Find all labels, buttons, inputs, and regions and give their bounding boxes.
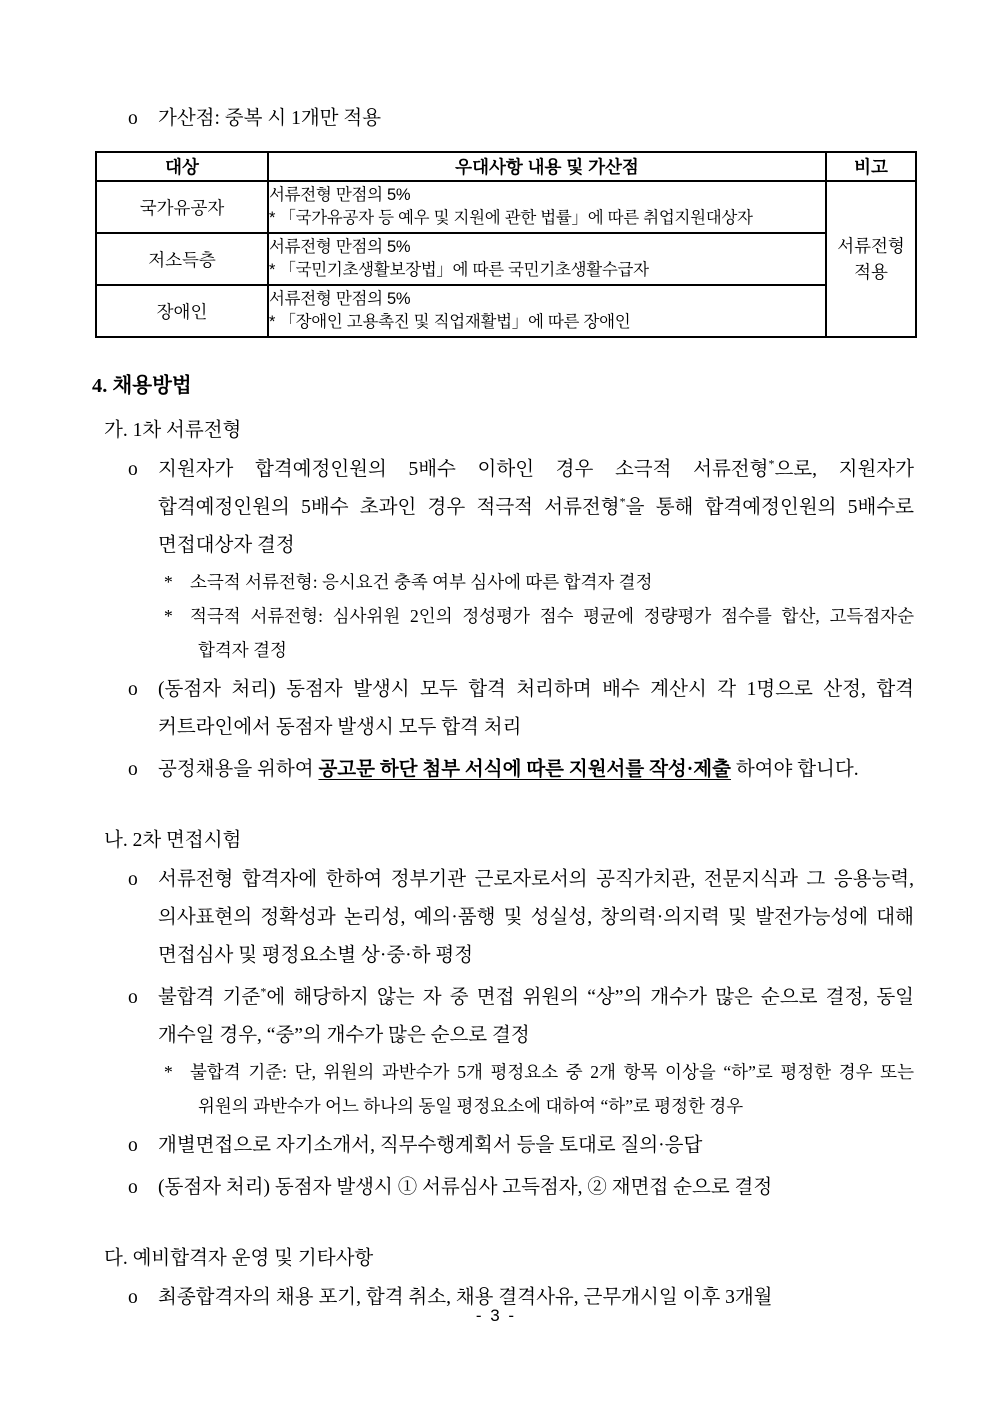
table-row <box>96 285 916 337</box>
footnote-item <box>164 565 914 599</box>
asterisk-superscript: * <box>619 494 626 509</box>
bullet-text: (동점자 처리) 동점자 발생시 ① 서류심사 고득점자, ② 재면접 순으로 결정 <box>158 1177 773 1198</box>
footnote-text: 적극적 서류전형: 심사위원 2인의 정성평가 점수 평균에 정량평가 점수를 합산, 고득점자순 합격자 결정 <box>190 606 914 660</box>
emphasized-underlined-text: 공고문 하단 첨부 서식에 따른 지원서를 작성·제출 <box>318 759 731 780</box>
row-content-line1: 서류전형 만점의 5% <box>269 290 411 308</box>
bullet-item <box>128 751 914 789</box>
footnote-item <box>164 1055 914 1123</box>
row-target: 국가유공자 <box>96 181 268 233</box>
bullet-text: 으로, 지원자가 합격예정인원의 5배수 초과인 경우 적극적 서류전형 <box>158 459 914 518</box>
subsection-a-title: 가. 1차 서류전형 <box>104 420 242 441</box>
note-line2: 적용 <box>854 262 888 282</box>
bullet-item <box>128 451 915 565</box>
subsection-c-title: 다. 예비합격자 운영 및 기타사항 <box>104 1248 374 1269</box>
footnote-item <box>164 599 914 667</box>
bullet-text: 을 통해 합격예정인원의 5배수로 면접대상자 결정 <box>158 497 915 556</box>
bullet-text: (동점자 처리) 동점자 발생시 모두 합격 처리하며 배수 계산시 각 1명으로 산정, 합격 커트라인에서 동점자 발생시 모두 합격 처리 <box>158 679 914 738</box>
footnote-marker: * <box>164 606 173 626</box>
section-4-title: 4. 채용방법 <box>92 375 192 397</box>
header-target: 대상 <box>96 152 268 181</box>
bullet-text: 에 해당하지 않는 자 중 면접 위원의 “상”의 개수가 많은 순으로 결정, 동일 개수일 경우, “중”의 개수가 많은 순으로 결정 <box>158 987 915 1046</box>
bullet-marker: o <box>128 679 138 700</box>
bullet-marker: o <box>128 1287 138 1308</box>
bullet-text: 최종합격자의 채용 포기, 합격 취소, 채용 결격사유, 근무개시일 이후 3개월 <box>158 1287 773 1308</box>
footnote-marker: * <box>164 572 173 592</box>
bullet-item <box>128 1127 914 1165</box>
table-header-row <box>96 152 916 181</box>
bullet-marker: o <box>128 1135 138 1156</box>
row-content <box>268 181 826 233</box>
bonus-point-text: 가산점: 중복 시 1개만 적용 <box>158 108 382 129</box>
row-content-line2: * 「국가유공자 등 예우 및 지원에 관한 법률」에 따른 취업지원대상자 <box>269 209 753 227</box>
note-merged-cell <box>826 181 916 337</box>
row-content <box>268 233 826 285</box>
table-row <box>96 233 916 285</box>
bullet-text: 지원자가 합격예정인원의 5배수 이하인 경우 소극적 서류전형 <box>158 459 769 480</box>
footnote-marker: * <box>164 1062 173 1082</box>
bullet-item <box>128 979 915 1055</box>
asterisk-superscript: * <box>768 456 775 471</box>
note-line1: 서류전형 <box>837 236 905 256</box>
bullet-text: 개별면접으로 자기소개서, 직무수행계획서 등을 토대로 질의·응답 <box>158 1135 703 1156</box>
bullet-item <box>128 1169 914 1207</box>
bullet-text: 공정채용을 위하여 <box>158 759 319 780</box>
bullet-text: 하여야 합니다. <box>730 759 859 780</box>
bullet-marker: o <box>128 459 138 480</box>
footnote-text: 소극적 서류전형: 응시요건 충족 여부 심사에 따른 합격자 결정 <box>190 572 653 592</box>
subsection-b-title: 나. 2차 면접시험 <box>104 830 242 851</box>
header-content: 우대사항 내용 및 가산점 <box>268 152 826 181</box>
row-content <box>268 285 826 337</box>
table-row <box>96 181 916 233</box>
bullet-marker: o <box>128 108 138 129</box>
row-content-line2: * 「장애인 고용촉진 및 직업재활법」에 따른 장애인 <box>269 313 631 331</box>
row-content-line2: * 「국민기초생활보장법」에 따른 국민기초생활수급자 <box>269 261 649 279</box>
bullet-marker: o <box>128 987 138 1008</box>
row-target: 장애인 <box>96 285 268 337</box>
row-content-line1: 서류전형 만점의 5% <box>269 238 411 256</box>
header-note: 비고 <box>826 152 916 181</box>
bullet-text: 서류전형 합격자에 한하여 정부기관 근로자로서의 공직가치관, 전문지식과 그 응용능력, 의사표현의 정확성과 논리성, 예의·품행 및 성실성, 창의력·의지력 및 발전가능성에 대해 면접심사 및 평정요소별 상·중·하 평정 <box>158 869 914 966</box>
asterisk-superscript: * <box>260 984 267 999</box>
bullet-item <box>128 861 914 975</box>
page-number: - 3 - <box>475 1306 517 1325</box>
bullet-marker: o <box>128 1177 138 1198</box>
bonus-point-note <box>128 0 912 134</box>
bullet-item <box>128 671 914 747</box>
bullet-marker: o <box>128 869 138 890</box>
bullet-marker: o <box>128 759 138 780</box>
footnote-text: 불합격 기준: 단, 위원의 과반수가 5개 평정요소 중 2개 항목 이상을 “하”로 평정한 경우 또는 위원의 과반수가 어느 하나의 동일 평정요소에 대하여 “하”로 평정한 경우 <box>190 1062 914 1116</box>
row-content-line1: 서류전형 만점의 5% <box>269 186 411 204</box>
preference-table <box>95 151 917 338</box>
row-target: 저소득층 <box>96 233 268 285</box>
bullet-text: 불합격 기준 <box>158 987 261 1008</box>
